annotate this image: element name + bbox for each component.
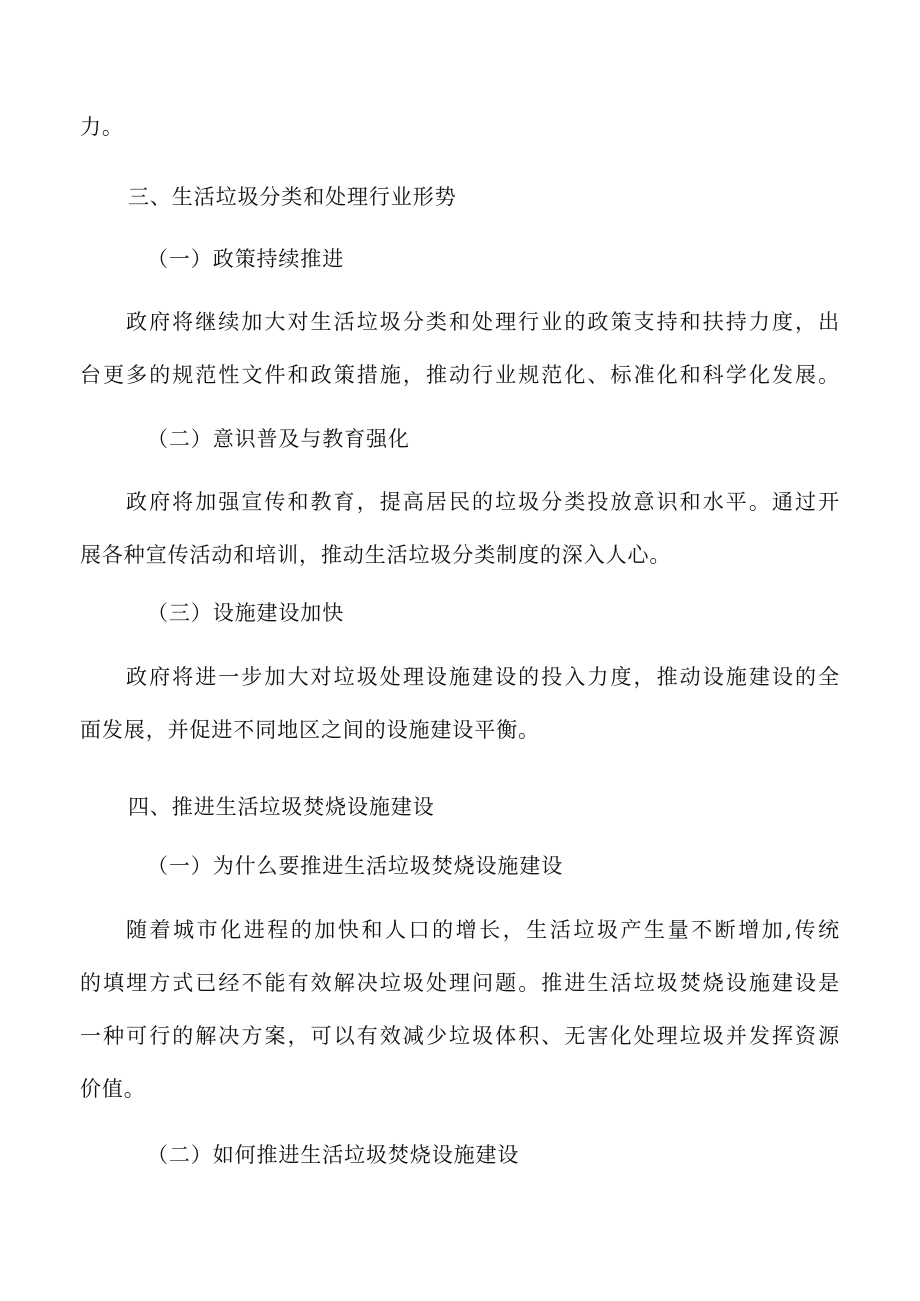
subheading-4-1: （一）为什么要推进生活垃圾焚烧设施建设 bbox=[147, 854, 564, 878]
paragraph-4-1-line-3: 一种可行的解决方案，可以有效减少垃圾体积、无害化处理垃圾并发挥资源 bbox=[80, 1024, 840, 1048]
section-heading-3: 三、生活垃圾分类和处理行业形势 bbox=[128, 185, 457, 209]
paragraph-3-1-line-1: 政府将继续加大对生活垃圾分类和处理行业的政策支持和扶持力度，出 bbox=[126, 310, 840, 334]
subheading-4-2: （二）如何推进生活垃圾焚烧设施建设 bbox=[147, 1143, 520, 1167]
paragraph-3-3-line-1: 政府将进一步加大对垃圾处理设施建设的投入力度，推动设施建设的全 bbox=[126, 665, 840, 689]
paragraph-4-1-line-4: 价值。 bbox=[80, 1077, 146, 1101]
subheading-3-1: （一）政策持续推进 bbox=[147, 247, 345, 271]
section-heading-4: 四、推进生活垃圾焚烧设施建设 bbox=[128, 795, 435, 819]
subheading-3-2: （二）意识普及与教育强化 bbox=[147, 427, 410, 451]
paragraph-3-1-line-2: 台更多的规范性文件和政策措施，推动行业规范化、标准化和科学化发展。 bbox=[80, 363, 840, 387]
paragraph-4-1-line-1: 随着城市化进程的加快和人口的增长，生活垃圾产生量不断增加,传统 bbox=[126, 918, 840, 942]
paragraph-4-1-line-2: 的填埋方式已经不能有效解决垃圾处理问题。推进生活垃圾焚烧设施建设是 bbox=[80, 971, 840, 995]
paragraph-end-line: 力。 bbox=[80, 115, 124, 139]
paragraph-3-3-line-2: 面发展，并促进不同地区之间的设施建设平衡。 bbox=[80, 718, 540, 742]
paragraph-3-2-line-1: 政府将加强宣传和教育，提高居民的垃圾分类投放意识和水平。通过开 bbox=[126, 490, 840, 514]
paragraph-3-2-line-2: 展各种宣传活动和培训，推动生活垃圾分类制度的深入人心。 bbox=[80, 543, 672, 567]
subheading-3-3: （三）设施建设加快 bbox=[147, 601, 345, 625]
